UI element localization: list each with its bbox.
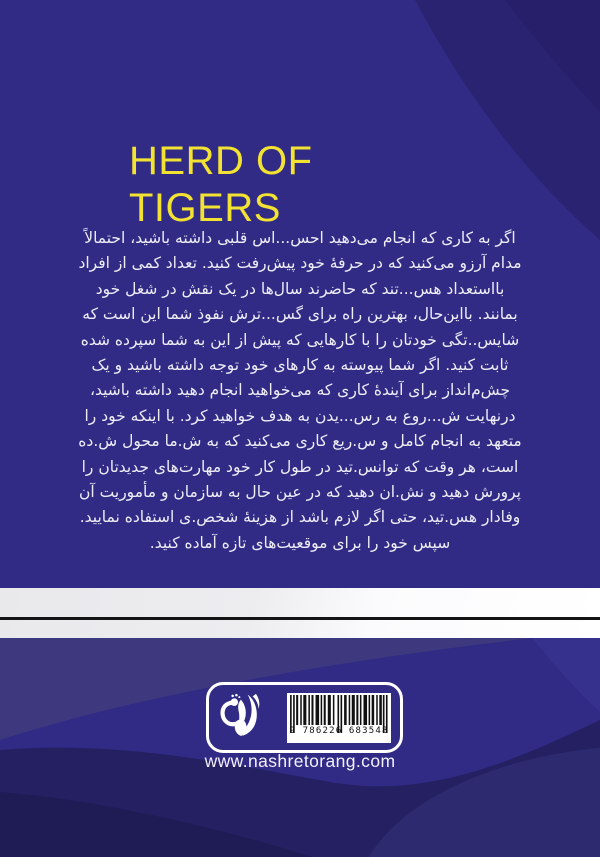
blurb-line: متعهد به انجام کامل و س.ریع کاری می‌کنید که به ش.ما محول ش.ده (78, 432, 522, 451)
torang-peacock-icon (216, 690, 266, 746)
isbn-barcode (287, 693, 391, 743)
blurb-line: شایس..تگی خودتان را با کارهایی که پیش از این به شما سپرده شده (80, 330, 520, 349)
blurb-line: مدام آرزو می‌کنید که در حرفهٔ خود پیش‌رفت کنید. تعداد کمی از افراد (78, 254, 522, 273)
blurb-line: بااستعداد هس...تند که حاضرند سال‌ها در یک نقش در شغل خود (95, 279, 505, 298)
publisher-plate (206, 682, 403, 753)
spine-band (0, 588, 600, 638)
publisher-website: www.nashretorang.com (204, 751, 396, 771)
spine-band-rule (0, 617, 600, 620)
blurb-line: چش‌م‌انداز برای آیندهٔ کاری که می‌خواهید انجام دهید داشته باشید، (89, 381, 511, 400)
back-cover-blurb (50, 226, 550, 556)
blurb-line: اگر به کاری که انجام می‌دهید احس...اس قلبی داشته باشید، احتمالاً (84, 229, 516, 247)
blurb-line: است، هر وقت که توانس.تید در طول کار خود مهارت‌های جدیدتان را (81, 457, 519, 476)
blurb-line: پرورش دهید و نش.ان دهید که در عین حال به سازمان و مأموریت آن (79, 483, 521, 502)
blurb-line: ثابت کنید. اگر شما پیوسته به کارهای خود توجه داشته باشید و یک (91, 356, 509, 375)
book-title-line2: TIGERS (129, 186, 281, 230)
blurb-line: وفادار هس.تید، حتی اگر لازم باشد از هزینهٔ شخص.ی استفاده نمایید. (79, 508, 521, 527)
book-title-line1: HERD OF (129, 139, 313, 183)
blurb-line: درنهایت ش...روع به رس...یدن به هدف خواهید کرد. با اینکه خود را (84, 406, 516, 425)
book-title (129, 138, 313, 232)
blurb-line: بمانند. بااین‌حال، بهترین راه برای گس...ترش نفوذ شما این است که (82, 305, 518, 324)
isbn-number: 9 786226 683548 (289, 725, 389, 736)
blurb-line: سپس خود را برای موقعیت‌های تازه آماده کنید. (149, 533, 451, 552)
